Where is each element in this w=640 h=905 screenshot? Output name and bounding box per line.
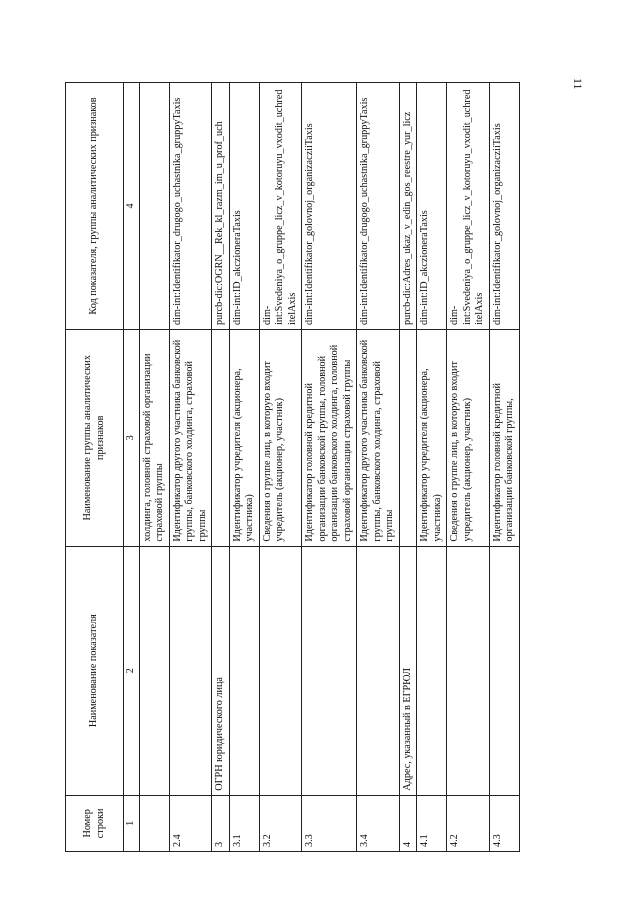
indicator-name-cell bbox=[447, 546, 490, 795]
indicator-name-cell bbox=[139, 546, 169, 795]
row-number-cell bbox=[139, 795, 169, 851]
row-number-cell: 3.3 bbox=[302, 795, 357, 851]
table-row bbox=[169, 83, 212, 852]
group-name-cell: Идентификатор головной кредитной организации банковской группы, головной организации банковского холдинга, головной страховой организации страховой группы bbox=[302, 329, 357, 546]
group-name-cell: Идентификатор другого участника банковской группы, банковского холдинга, страховой группы bbox=[357, 329, 400, 546]
row-number-cell: 3.1 bbox=[229, 795, 259, 851]
group-name-cell: Идентификатор другого участника банковской группы, банковского холдинга, страховой группы bbox=[169, 329, 212, 546]
code-cell: purcb-dic:Adres_ukaz_v_edin_gos_reestre_yur_licz bbox=[399, 83, 417, 330]
code-cell: dim-int:Svedeniya_o_gruppe_licz_v_kotoruyu_vxodit_uchreditelAxis bbox=[259, 83, 302, 330]
group-name-cell: Идентификатор учредителя (акционера, участника) bbox=[417, 329, 447, 546]
index-cell: 1 bbox=[124, 795, 140, 851]
indicator-name-cell bbox=[357, 546, 400, 795]
index-cell: 4 bbox=[124, 83, 140, 330]
code-cell: dim-int:ID_akczioneraTaxis bbox=[417, 83, 447, 330]
table-row bbox=[399, 83, 417, 852]
row-number-cell: 4.2 bbox=[447, 795, 490, 851]
code-cell bbox=[139, 83, 169, 330]
code-cell: dim-int:Svedeniya_o_gruppe_licz_v_kotoruyu_vxodit_uchreditelAxis bbox=[447, 83, 490, 330]
table-header-row bbox=[66, 83, 124, 852]
header-indicator-name: Наименование показателя bbox=[66, 546, 124, 795]
table-row bbox=[302, 83, 357, 852]
code-cell: dim-int:Identifikator_drugogo_uchastnika_gruppyTaxis bbox=[357, 83, 400, 330]
code-cell: dim-int:Identifikator_drugogo_uchastnika_gruppyTaxis bbox=[169, 83, 212, 330]
table-index-row bbox=[124, 83, 140, 852]
code-cell: purcb-dic:OGRN__Rek_kl_razm_im_u_prof_uch bbox=[212, 83, 230, 330]
table-row bbox=[212, 83, 230, 852]
rotated-table-container bbox=[65, 82, 565, 852]
group-name-cell bbox=[212, 329, 230, 546]
group-name-cell: Сведения о группе лиц, в которую входит учредитель (акционер, участник) bbox=[447, 329, 490, 546]
indicator-name-cell: Адрес, указанный в ЕГРЮЛ bbox=[399, 546, 417, 795]
index-cell: 2 bbox=[124, 546, 140, 795]
group-name-cell: Сведения о группе лиц, в которую входит учредитель (акционер, участник) bbox=[259, 329, 302, 546]
table-row bbox=[229, 83, 259, 852]
indicator-name-cell bbox=[302, 546, 357, 795]
group-name-cell: Идентификатор учредителя (акционера, участника) bbox=[229, 329, 259, 546]
row-number-cell: 3.4 bbox=[357, 795, 400, 851]
row-number-cell: 4.1 bbox=[417, 795, 447, 851]
indicator-name-cell bbox=[169, 546, 212, 795]
group-name-cell bbox=[399, 329, 417, 546]
row-number-cell: 3.2 bbox=[259, 795, 302, 851]
table-body bbox=[139, 83, 519, 852]
indicator-name-cell bbox=[259, 546, 302, 795]
table-row bbox=[357, 83, 400, 852]
table-row bbox=[417, 83, 447, 852]
table-row bbox=[447, 83, 490, 852]
table-row bbox=[259, 83, 302, 852]
header-code: Код показателя, группы аналитических признаков bbox=[66, 83, 124, 330]
code-cell: dim-int:ID_akczioneraTaxis bbox=[229, 83, 259, 330]
indicator-name-cell bbox=[489, 546, 519, 795]
header-group-name: Наименование группы аналитических признаков bbox=[66, 329, 124, 546]
table-row bbox=[489, 83, 519, 852]
indicator-name-cell: ОГРН юридического лица bbox=[212, 546, 230, 795]
table-row bbox=[139, 83, 169, 852]
row-number-cell: 4.3 bbox=[489, 795, 519, 851]
indicator-table bbox=[65, 82, 520, 852]
row-number-cell: 3 bbox=[212, 795, 230, 851]
group-name-cell: Идентификатор головной кредитной организации банковской группы, bbox=[489, 329, 519, 546]
code-cell: dim-int:Identifikator_golovnoj_organizacziiTaxis bbox=[302, 83, 357, 330]
page-number: 11 bbox=[571, 78, 585, 90]
index-cell: 3 bbox=[124, 329, 140, 546]
group-name-cell: холдинга, головной страховой организации страховой группы bbox=[139, 329, 169, 546]
header-row-number: Номер строки bbox=[66, 795, 124, 851]
indicator-name-cell bbox=[417, 546, 447, 795]
code-cell: dim-int:Identifikator_golovnoj_organizacziiTaxis bbox=[489, 83, 519, 330]
row-number-cell: 2.4 bbox=[169, 795, 212, 851]
row-number-cell: 4 bbox=[399, 795, 417, 851]
indicator-name-cell bbox=[229, 546, 259, 795]
